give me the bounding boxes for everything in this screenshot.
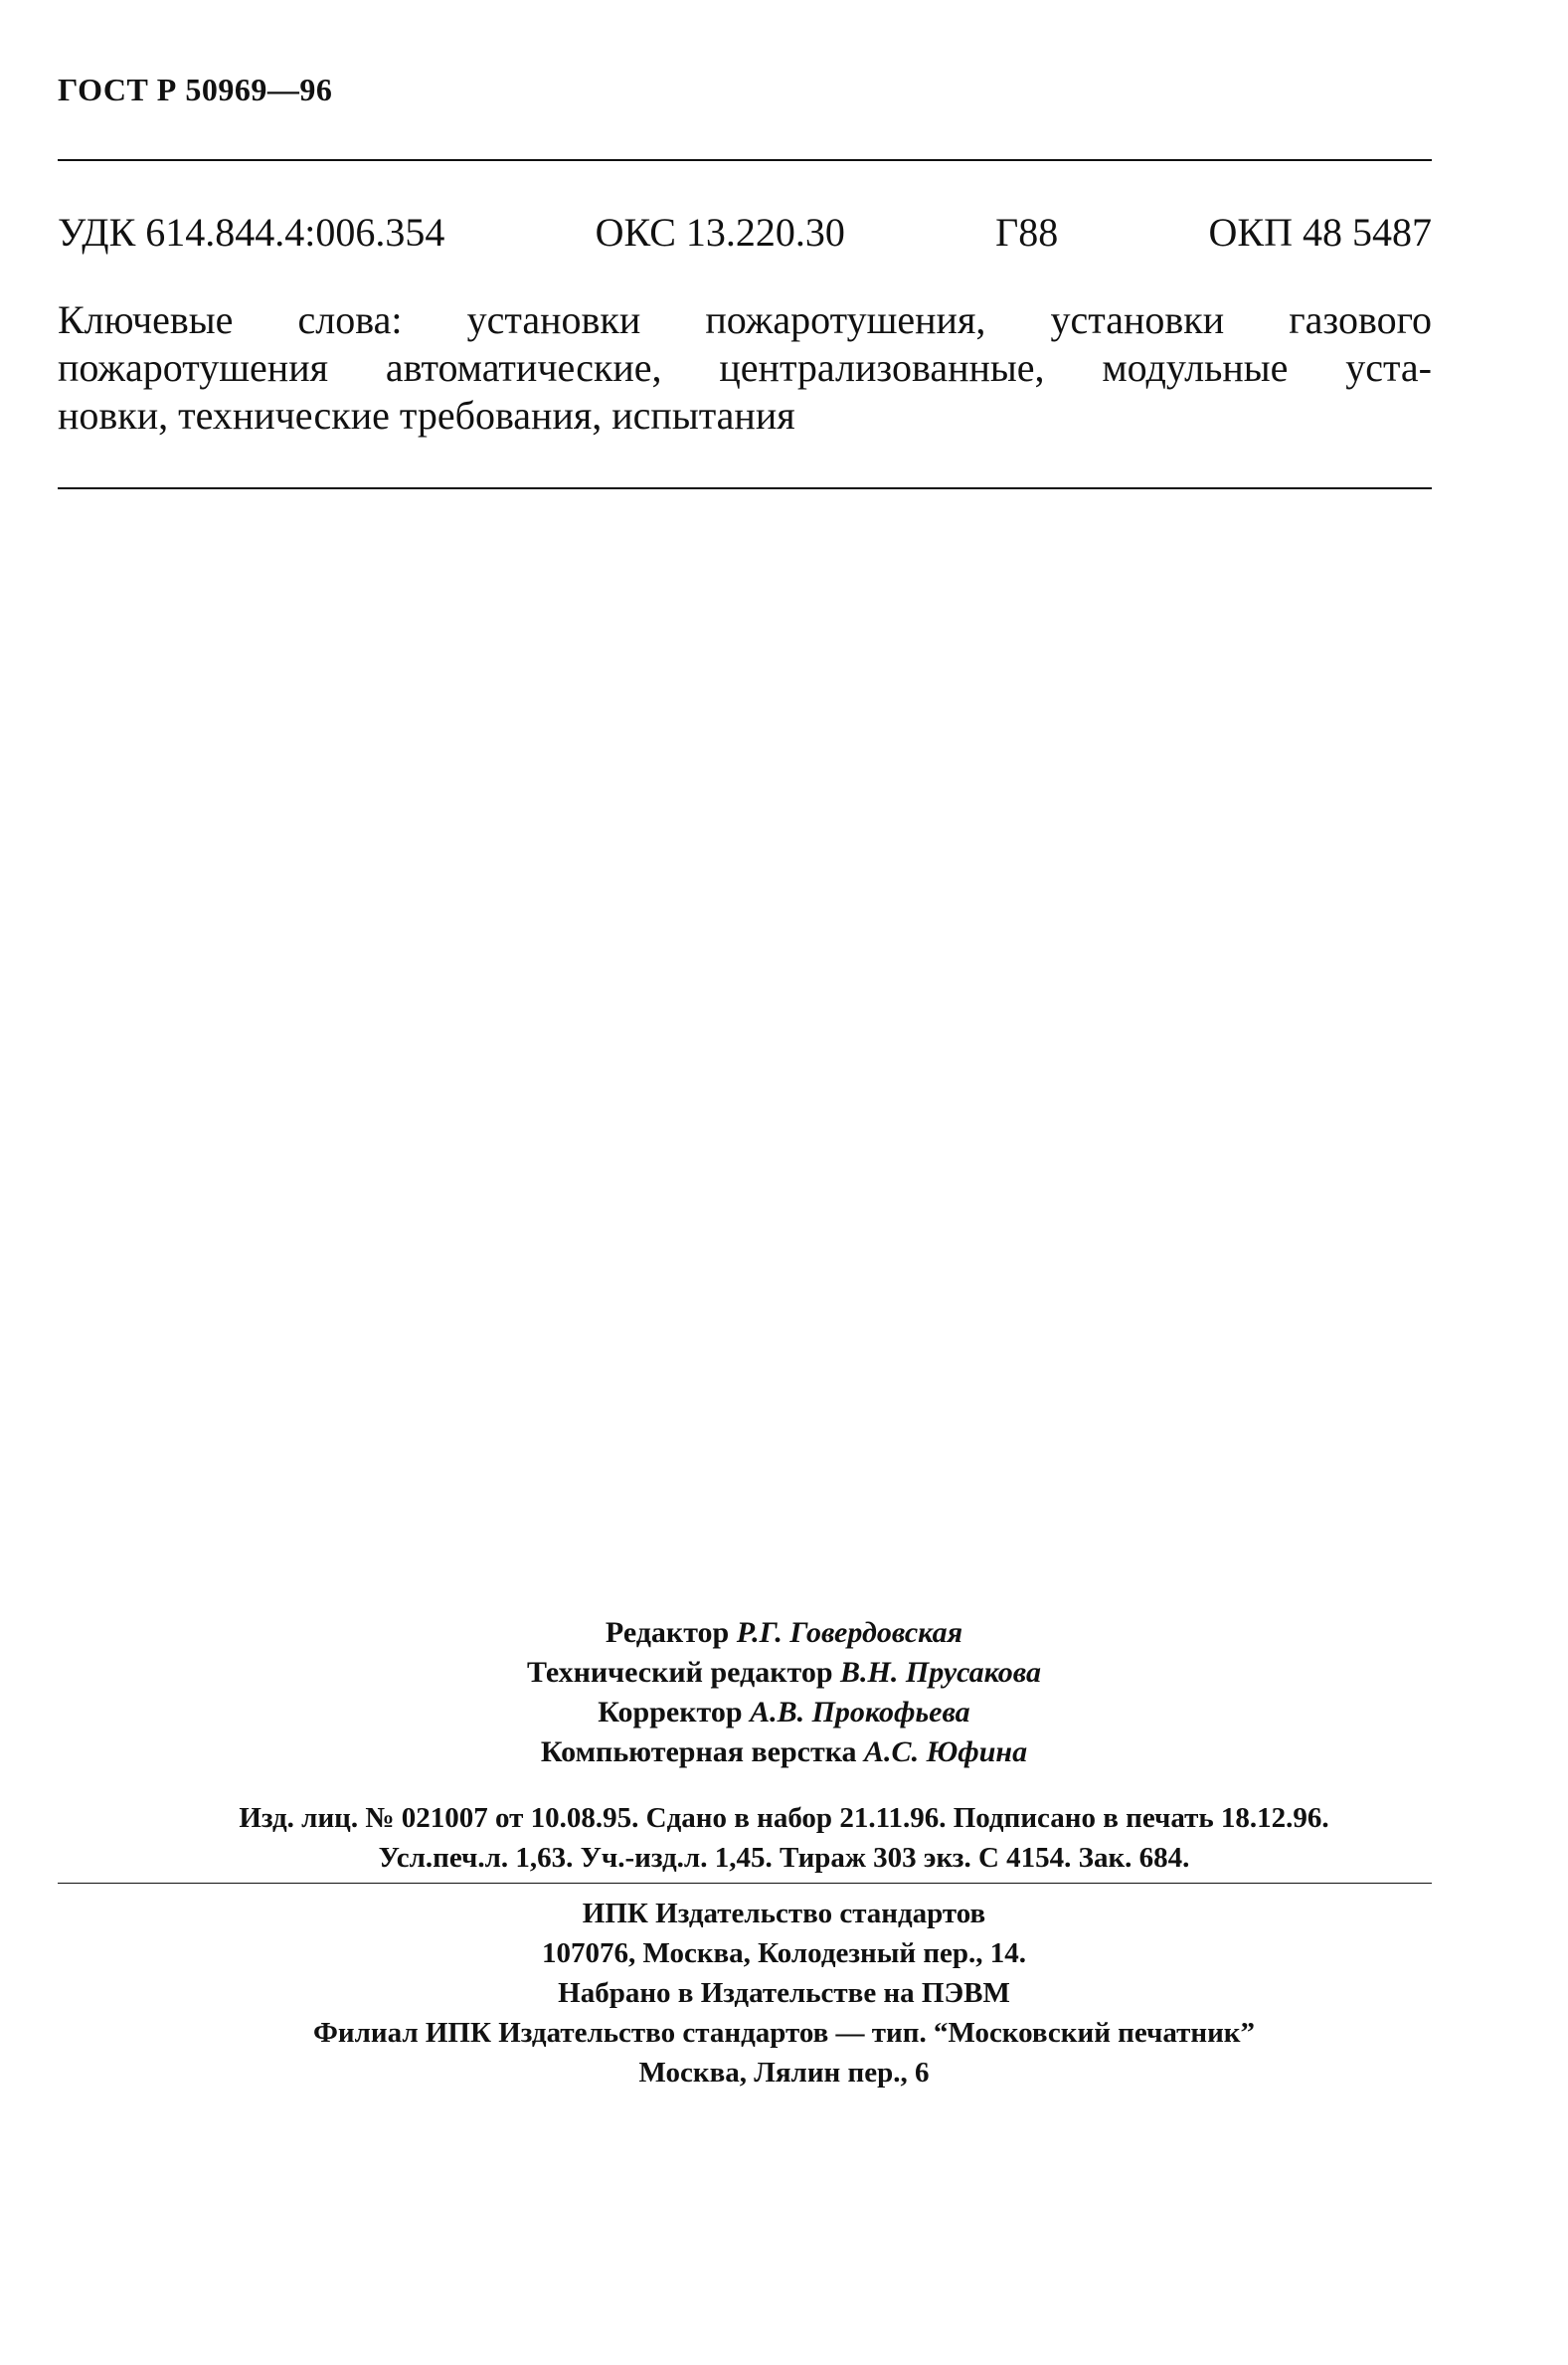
keywords-divider [58, 487, 1432, 489]
classification-line [58, 209, 1432, 256]
credit-layout [0, 1732, 1568, 1772]
credits-block [0, 1613, 1568, 1772]
top-divider [58, 159, 1432, 161]
keywords-paragraph [58, 296, 1432, 440]
credit-label: Технический редактор [527, 1656, 833, 1689]
okp-code: ОКП 48 5487 [1208, 210, 1432, 255]
oks-code: ОКС 13.220.30 [595, 210, 845, 255]
publisher-line: 107076, Москва, Колодезный пер., 14. [541, 1937, 1027, 1969]
credit-tech-editor [0, 1653, 1568, 1693]
group-code: Г88 [995, 210, 1059, 255]
credit-label: Редактор [605, 1616, 730, 1649]
credit-name: Р.Г. Говердовская [736, 1616, 963, 1649]
imprint-line: Изд. лиц. № 021007 от 10.08.95. Сдано в набор 21.11.96. Подписано в печать 18.12.96. [239, 1802, 1329, 1834]
keywords-line: пожаротушения автоматические, централизованные, модульные уста- [58, 345, 1432, 390]
imprint-line: Усл.печ.л. 1,63. Уч.-изд.л. 1,45. Тираж 303 экз. С 4154. Зак. 684. [378, 1842, 1190, 1874]
udk-code: УДК 614.844.4:006.354 [58, 210, 445, 255]
credit-label: Корректор [598, 1696, 743, 1728]
credit-editor [0, 1613, 1568, 1653]
credit-name: А.В. Прокофьева [750, 1696, 970, 1728]
credit-name: В.Н. Прусакова [840, 1656, 1041, 1689]
publisher-block [0, 1894, 1568, 2092]
keywords-line: Ключевые слова: установки пожаротушения, установки газового [58, 297, 1432, 342]
credit-name: А.С. Юфина [864, 1735, 1028, 1768]
publisher-line: Филиал ИПК Издательство стандартов — тип. “Московский печатник” [312, 2017, 1256, 2049]
publisher-line: ИПК Издательство стандартов [582, 1898, 986, 1929]
keywords-line: новки, технические требования, испытания [58, 393, 795, 438]
imprint-divider [58, 1883, 1432, 1884]
credit-label: Компьютерная верстка [540, 1735, 857, 1768]
running-head: ГОСТ Р 50969—96 [58, 72, 333, 107]
publisher-line: Набрано в Издательстве на ПЭВМ [558, 1977, 1010, 2009]
publisher-line: Москва, Лялин пер., 6 [638, 2057, 930, 2089]
credit-proofreader [0, 1693, 1568, 1732]
imprint-block [0, 1798, 1568, 1878]
